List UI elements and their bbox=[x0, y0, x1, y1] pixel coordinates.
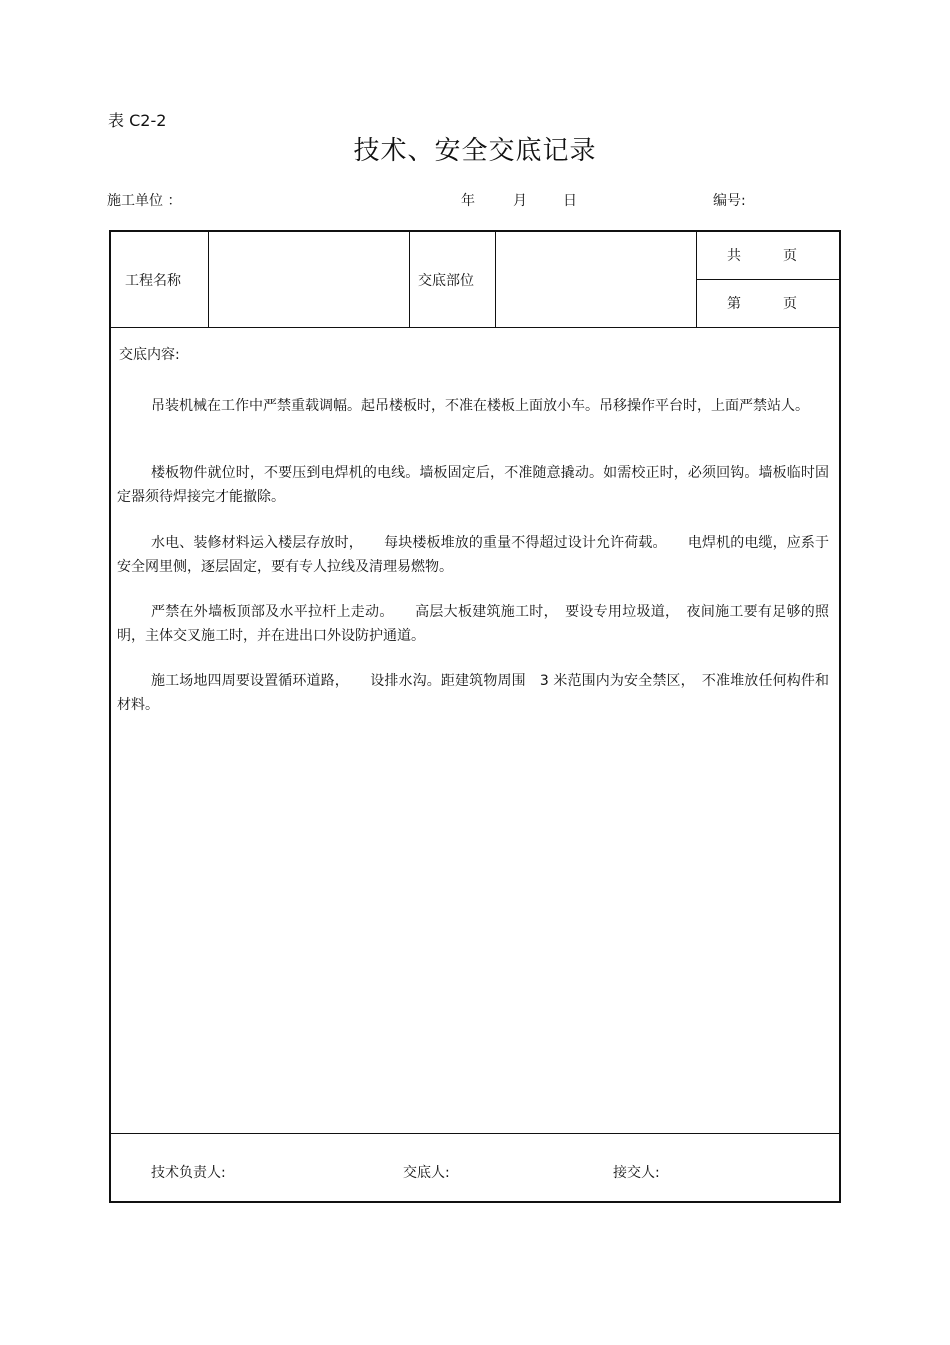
page-title: 技术、安全交底记录 bbox=[353, 136, 597, 166]
content-paragraph: 严禁在外墙板顶部及水平拉杆上走动。 高层大板建筑施工时， 要设专用垃圾道， 夜间施工要有足够的照明，主体交叉施工时，并在进出口外设防护通道。 bbox=[117, 604, 829, 644]
disclosure-content-label: 交底内容: bbox=[119, 347, 180, 363]
record-number-label: 编号: bbox=[713, 193, 746, 209]
divider bbox=[495, 232, 496, 327]
record-form-table bbox=[109, 230, 841, 1203]
content-paragraph: 吊装机械在工作中严禁重载调幅。起吊楼板时，不准在楼板上面放小车。吊移操作平台时，上面严禁站人。 bbox=[151, 398, 809, 414]
project-name-label: 工程名称 bbox=[125, 273, 181, 289]
month-label: 月 bbox=[513, 193, 527, 209]
form-code: 表 C2-2 bbox=[108, 111, 167, 130]
receiver-signature[interactable]: 接交人: bbox=[613, 1165, 660, 1181]
content-paragraph: 楼板物件就位时，不要压到电焊机的电线。墙板固定后，不准随意撬动。如需校正时，必须回钩。墙板临时固定器须待焊接完才能撤除。 bbox=[117, 465, 829, 505]
divider bbox=[696, 279, 839, 280]
year-label: 年 bbox=[461, 193, 475, 209]
divider bbox=[208, 232, 209, 327]
total-pages-label: 共 页 bbox=[727, 248, 797, 264]
disclosure-location-label: 交底部位 bbox=[418, 273, 474, 289]
page-number-label: 第 页 bbox=[727, 296, 797, 312]
construction-unit-label: 施工单位 ： bbox=[107, 193, 182, 209]
discloser-signature[interactable]: 交底人: bbox=[403, 1165, 450, 1181]
divider bbox=[409, 232, 410, 327]
technical-lead-signature[interactable]: 技术负责人: bbox=[151, 1165, 226, 1181]
divider bbox=[111, 327, 839, 328]
day-label: 日 bbox=[563, 193, 577, 209]
content-paragraph: 水电、装修材料运入楼层存放时， 每块楼板堆放的重量不得超过设计允许荷载。 电焊机的电缆，应系于安全网里侧，逐层固定，要有专人拉线及清理易燃物。 bbox=[117, 535, 829, 575]
content-paragraph: 施工场地四周要设置循环道路， 设排水沟。距建筑物周围 3 米范围内为安全禁区， 不准堆放任何构件和材料。 bbox=[117, 673, 829, 713]
divider bbox=[111, 1133, 839, 1134]
